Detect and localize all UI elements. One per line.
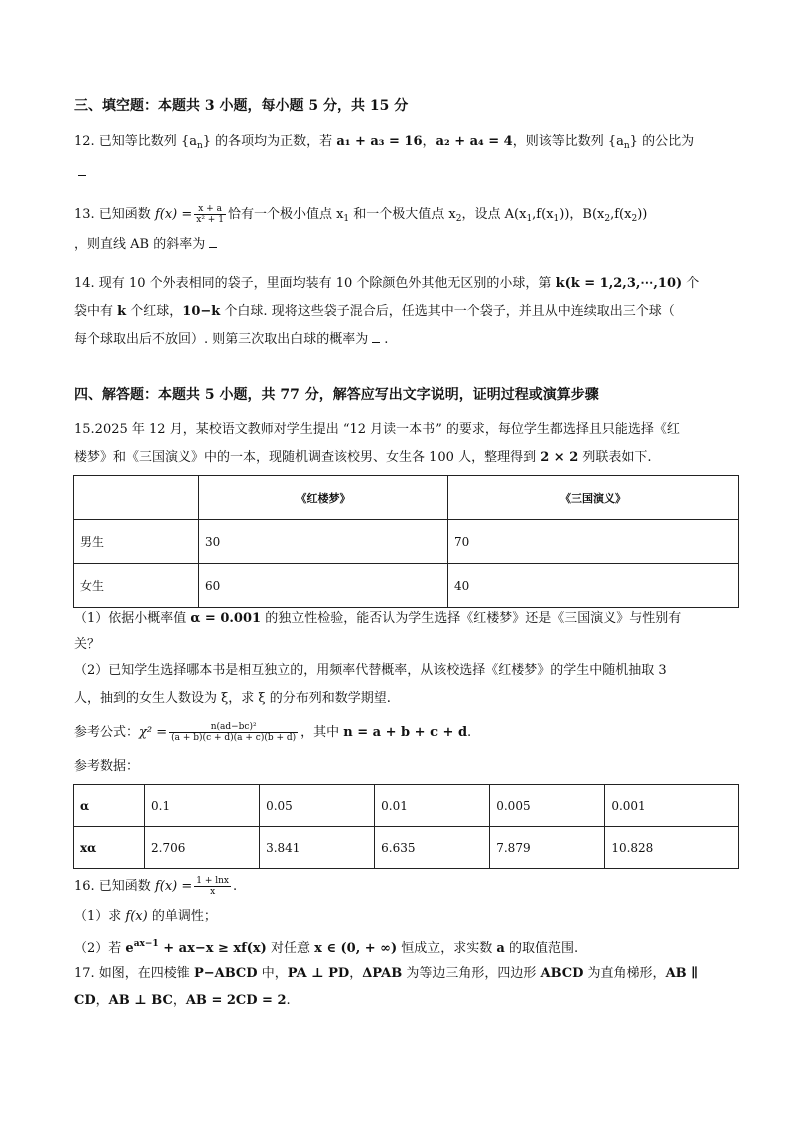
question-17-line-1	[74, 965, 698, 983]
table-row	[74, 520, 739, 564]
q17-math-4: ABCD	[540, 966, 584, 981]
q15-part-2: （2）已知学生选择哪本书是相互独立的，用频率代替概率，从该校选择《红楼梦》的学生中随机抽取 3	[74, 663, 667, 678]
question-14-line-2	[74, 303, 675, 321]
table-cell: 30	[199, 520, 448, 564]
table-cell: 2.706	[145, 827, 260, 869]
q16-denominator: x	[210, 887, 216, 897]
q13-sub-3: 1	[526, 214, 533, 224]
question-13	[74, 204, 647, 228]
q16-p2-text-h: 的取值范围.	[504, 941, 579, 956]
q14-text-3: 每个球取出后不放回）. 则第三次取出白球的概率为	[74, 332, 369, 347]
q14-math-1: k(k = 1,2,3,⋯,10)	[555, 276, 683, 291]
q17-math-3: ΔPAB	[362, 966, 403, 981]
q16-p1-text-a: （1）求	[74, 909, 126, 924]
q15-text-2c: 列联表如下.	[578, 450, 652, 465]
table-header-row	[74, 476, 739, 520]
q13-text-a: 13. 已知函数	[74, 207, 155, 222]
q12-math-2: a₂ + a₄ = 4	[435, 134, 513, 149]
table-cell: 0.01	[375, 785, 490, 827]
q15-p1-text-a: （1）依据小概率值	[74, 611, 191, 626]
q16-p2-text-a: （2）若	[74, 941, 126, 956]
table-cell: 40	[448, 564, 739, 608]
q13-line-2	[74, 236, 221, 254]
q17-text-a: 17. 如图，在四棱锥	[74, 966, 194, 981]
q13-text-d: ，设点 A(x	[461, 207, 527, 222]
q16-p1-text-c: 的单调性；	[147, 909, 217, 924]
q16-p2-text-f: 恒成立，求实数	[397, 941, 497, 956]
formula-chi: χ² =	[139, 725, 168, 740]
q13-sub-2: 2	[455, 214, 462, 224]
table-row	[74, 785, 739, 827]
q17-math-5: AB ∥	[665, 966, 699, 981]
question-14-line-1	[74, 275, 699, 293]
formula-fraction	[169, 722, 298, 743]
q17-math-7: AB ⊥ BC	[108, 993, 173, 1008]
q15-part-1-cont: 关？	[74, 637, 101, 652]
q17-text-2f: .	[286, 993, 291, 1008]
reference-table	[73, 784, 739, 869]
q17-math-8: AB = 2CD = 2	[185, 993, 287, 1008]
q16-p1-math: f(x)	[125, 909, 148, 924]
q16-fraction	[194, 876, 231, 897]
q13-numerator: x + a	[194, 204, 226, 215]
table-cell: 60	[199, 564, 448, 608]
q15-formula	[74, 722, 471, 743]
table-cell: 0.005	[490, 785, 605, 827]
q15-part-2-cont: 人，抽到的女生人数设为 ξ，求 ξ 的分布列和数学期望.	[74, 691, 391, 706]
table-cell: α	[74, 785, 145, 827]
table-cell: 10.828	[605, 827, 739, 869]
q16-function: f(x) =	[154, 879, 193, 894]
q12-sub-n2: n	[623, 141, 630, 151]
q15-text-2a: 楼梦》和《三国演义》中的一本，现随机调查该校男、女生各 100 人，整理得到	[74, 450, 541, 465]
q13-sub-4: 1	[553, 214, 560, 224]
q16-p2-domain: x ∈ (0, + ∞)	[314, 941, 398, 956]
q17-math-6: CD	[74, 993, 96, 1008]
table-header-cell: 《红楼梦》	[199, 476, 448, 520]
table-row	[74, 827, 739, 869]
q12-text-c: } 的各项均为正数，若	[202, 134, 337, 149]
q13-text-e: ,f(x	[532, 207, 554, 222]
q17-text-2b: ，	[95, 993, 109, 1008]
q15-line-2	[74, 449, 652, 467]
q12-text-g: ，则该等比数列 {a	[512, 134, 624, 149]
question-16	[74, 876, 237, 897]
formula-tail-a: ，其中	[300, 725, 344, 740]
q13-text-f2: ))，B(x	[559, 207, 605, 222]
table-header-cell: 《三国演义》	[448, 476, 739, 520]
section-3-header: 三、填空题：本题共 3 小题，每小题 5 分，共 15 分	[74, 98, 409, 114]
q17-text-c: 中，	[257, 966, 288, 981]
table-cell: xα	[74, 827, 145, 869]
question-17-line-2	[74, 992, 291, 1010]
contingency-table	[73, 475, 739, 608]
q16-numerator: 1 + lnx	[196, 876, 230, 886]
q17-math-2: PA ⊥ PD	[287, 966, 350, 981]
section-4-header: 四、解答题：本题共 5 小题，共 77 分，解答应写出文字说明，证明过程或演算步骤	[74, 387, 599, 403]
q17-text-e: ，	[349, 966, 363, 981]
q14-text-1a: 14. 现有 10 个外表相同的袋子，里面均装有 10 个除颜色外其他无区别的小球，第	[74, 276, 556, 291]
question-14-line-3	[74, 331, 388, 349]
formula-tail-end: .	[467, 725, 472, 740]
q14-text-1c: 个	[682, 276, 700, 291]
table-header-cell	[74, 476, 199, 520]
table-cell: 0.05	[260, 785, 375, 827]
table-cell: 0.1	[145, 785, 260, 827]
formula-tail-math: n = a + b + c + d	[343, 725, 468, 740]
table-row	[74, 564, 739, 608]
q17-text-g: 为等边三角形，四边形	[402, 966, 541, 981]
q13-denominator: x² + 1	[196, 215, 224, 225]
q15-p1-math: α = 0.001	[190, 611, 262, 626]
q13-fraction	[194, 204, 226, 225]
q17-math-1: P−ABCD	[193, 966, 258, 981]
q15-line-1: 15.2025 年 12 月，某校语文教师对学生提出 “12 月读一本书” 的要求，每位学生都选择且只能选择《红	[74, 422, 680, 437]
q12-answer-blank	[74, 164, 90, 182]
formula-numerator: n(ad−bc)²	[169, 722, 298, 733]
q14-math-3: 10−k	[182, 304, 221, 319]
q14-math-2: k	[117, 304, 127, 319]
q13-line2-text: ，则直线 AB 的斜率为	[74, 237, 206, 252]
q13-sub-5: 2	[604, 214, 611, 224]
q14-text-2e: 个白球. 现将这些袋子混合后，任选其中一个袋子，并且从中连续取出三个球（	[220, 304, 675, 319]
q16-part-1	[74, 908, 217, 926]
q15-math-2x2: 2 × 2	[540, 450, 579, 465]
q13-text-c: 和一个极大值点 x	[349, 207, 456, 222]
q15-p1-text-c: 的独立性检验，能否认为学生选择《红楼梦》还是《三国演义》与性别有	[261, 611, 682, 626]
reference-data-label: 参考数据：	[74, 759, 140, 774]
q13-text-g: ,f(x	[610, 207, 632, 222]
q14-end: .	[384, 332, 389, 347]
q16-p2-a: a	[496, 941, 505, 956]
q16-part-2	[74, 935, 578, 958]
table-cell: 6.635	[375, 827, 490, 869]
q16-p2-math: + ax−x ≥ xf(x)	[158, 941, 267, 956]
q12-text-a: 12. 已知等比数列 {a	[74, 134, 197, 149]
question-12	[74, 133, 694, 155]
q12-sep: ，	[422, 134, 436, 149]
q16-p2-exponent: ax−1	[133, 939, 159, 949]
q17-text-2d: ，	[172, 993, 186, 1008]
q14-text-2a: 袋中有	[74, 304, 118, 319]
table-cell: 3.841	[260, 827, 375, 869]
table-cell: 70	[448, 520, 739, 564]
q13-sub-1: 1	[343, 214, 350, 224]
formula-label: 参考公式：	[74, 725, 140, 740]
q12-sub-n: n	[196, 141, 203, 151]
q14-text-2c: 个红球，	[126, 304, 183, 319]
q15-part-1	[74, 610, 681, 628]
formula-denominator: (a + b)(c + d)(a + c)(b + d)	[171, 733, 297, 743]
q13-function: f(x) =	[154, 207, 193, 222]
q12-text-i: } 的公比为	[629, 134, 695, 149]
q12-math-1: a₁ + a₃ = 16	[336, 134, 423, 149]
q13-sub-6: 2	[631, 214, 638, 224]
q16-p2-e: e	[125, 941, 134, 956]
q16-end: .	[233, 879, 238, 894]
q16-p2-text-d: 对任意	[266, 941, 315, 956]
q17-text-i: 为直角梯形，	[583, 966, 666, 981]
q13-text-b: 恰有一个极小值点 x	[227, 207, 344, 222]
q13-text-h: ))	[637, 207, 648, 222]
table-cell: 男生	[74, 520, 199, 564]
q16-text-a: 16. 已知函数	[74, 879, 155, 894]
table-cell: 0.001	[605, 785, 739, 827]
table-cell: 女生	[74, 564, 199, 608]
table-cell: 7.879	[490, 827, 605, 869]
